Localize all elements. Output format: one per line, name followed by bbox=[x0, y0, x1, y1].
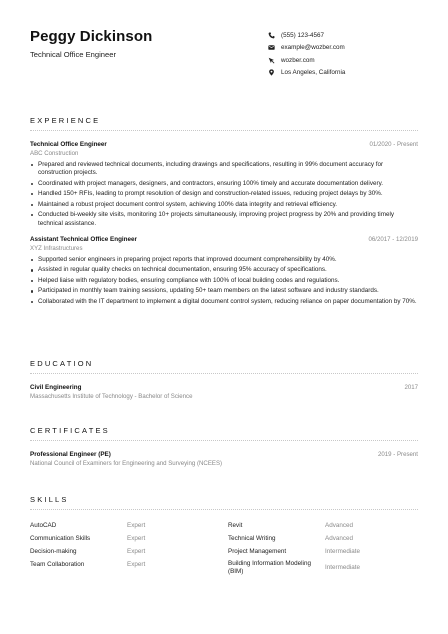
bullet-item: Helped liaise with regulatory bodies, ensuring compliance with 100% of local building codes and regulations. bbox=[30, 277, 418, 286]
bullet-item: Prepared and reviewed technical documents, including drawings and specifications, resulting in 99% document accuracy for construction projects. bbox=[30, 161, 418, 178]
education-section bbox=[30, 359, 418, 400]
certificate-issuer: National Council of Examiners for Engineering and Surveying (NCEES) bbox=[30, 459, 223, 467]
contact-email[interactable] bbox=[268, 42, 428, 55]
graduation-year: 2017 bbox=[404, 384, 418, 391]
phone-text: (555) 123-4567 bbox=[281, 31, 325, 39]
bullet-item: Conducted bi-weekly site visits, monitoring 10+ projects simultaneously, improving project progress by 20% and providing timely technical assistance. bbox=[30, 211, 418, 228]
contact-website[interactable] bbox=[268, 54, 428, 67]
skill-level: Expert bbox=[127, 548, 146, 555]
certificate-name: Professional Engineer (PE) bbox=[30, 451, 111, 458]
certificates-section bbox=[30, 426, 418, 467]
section-divider bbox=[30, 440, 418, 441]
job-dates: 06/2017 - 12/2019 bbox=[368, 236, 418, 244]
contact-block bbox=[268, 29, 428, 79]
certificates-heading: CERTIFICATES bbox=[30, 426, 110, 435]
skill-name: Communication Skills bbox=[30, 535, 91, 542]
email-text[interactable]: example@wozber.com bbox=[281, 44, 345, 52]
bullet-item: Collaborated with the IT department to implement a digital document control system, reducing reliance on paper documentation by 70%. bbox=[30, 298, 418, 307]
job-bullets bbox=[30, 256, 418, 307]
candidate-name: Peggy Dickinson bbox=[30, 28, 153, 45]
experience-entry bbox=[30, 141, 418, 228]
skills-grid bbox=[30, 519, 418, 578]
school-name: Massachusetts Institute of Technology - Bachelor of Science bbox=[30, 392, 193, 400]
skill-level: Advanced bbox=[325, 535, 354, 542]
link-icon bbox=[268, 57, 275, 64]
job-dates: 01/2020 - Present bbox=[369, 141, 418, 148]
bullet-item: Handled 150+ RFIs, leading to prompt resolution of design and construction-related issues, reducing project delays by 30%. bbox=[30, 190, 418, 199]
skill-name: AutoCAD bbox=[30, 522, 57, 529]
skill-name: Revit bbox=[228, 522, 243, 529]
skills-heading: SKILLS bbox=[30, 495, 69, 504]
bullet-item: Assisted in regular quality checks on technical documentation, ensuring 95% accuracy of specifications. bbox=[30, 266, 418, 275]
skill-name: Project Management bbox=[228, 548, 287, 555]
skill-name: Technical Writing bbox=[228, 535, 276, 542]
certificate-dates: 2019 - Present bbox=[378, 451, 418, 458]
section-divider bbox=[30, 373, 418, 374]
bullet-item: Participated in monthly team training sessions, updating 50+ team members on the latest software and industry standards. bbox=[30, 287, 418, 296]
skill-level: Intermediate bbox=[325, 564, 361, 571]
contact-phone bbox=[268, 29, 428, 42]
section-divider bbox=[30, 509, 418, 510]
website-text[interactable]: wozber.com bbox=[281, 56, 315, 64]
skill-name: Decision-making bbox=[30, 548, 77, 555]
experience-heading: EXPERIENCE bbox=[30, 116, 101, 125]
map-pin-icon bbox=[268, 69, 275, 76]
envelope-icon bbox=[268, 44, 275, 51]
skill-name: Building Information Modeling (BIM) bbox=[228, 560, 311, 575]
job-company: ABC Construction bbox=[30, 149, 79, 157]
skill-level: Advanced bbox=[325, 522, 354, 529]
job-company: XYZ Infrastructures bbox=[30, 244, 83, 252]
experience-section bbox=[30, 116, 418, 308]
bullet-item: Coordinated with project managers, designers, and contractors, ensuring 100% timely and accurate documentation delivery. bbox=[30, 180, 418, 189]
job-title: Technical Office Engineer bbox=[30, 141, 107, 148]
bullet-item: Maintained a robust project document control system, achieving 100% data integrity and retrieval efficiency. bbox=[30, 201, 418, 210]
contact-location bbox=[268, 67, 428, 80]
skill-level: Intermediate bbox=[325, 548, 361, 555]
skill-level: Expert bbox=[127, 522, 146, 529]
phone-icon bbox=[268, 32, 275, 39]
skill-level: Expert bbox=[127, 535, 146, 542]
certificate-entry bbox=[30, 451, 418, 467]
degree-name: Civil Engineering bbox=[30, 384, 82, 391]
experience-entry bbox=[30, 236, 418, 306]
education-heading: EDUCATION bbox=[30, 359, 94, 368]
section-divider bbox=[30, 130, 418, 131]
skills-section bbox=[30, 495, 418, 578]
skill-level: Expert bbox=[127, 561, 146, 568]
job-bullets bbox=[30, 161, 418, 229]
skill-name: Team Collaboration bbox=[30, 561, 85, 568]
education-entry bbox=[30, 384, 418, 400]
location-text: Los Angeles, California bbox=[281, 69, 346, 77]
bullet-item: Supported senior engineers in preparing project reports that improved document comprehensibility by 40%. bbox=[30, 256, 418, 265]
candidate-title: Technical Office Engineer bbox=[30, 50, 116, 59]
job-title: Assistant Technical Office Engineer bbox=[30, 236, 137, 244]
